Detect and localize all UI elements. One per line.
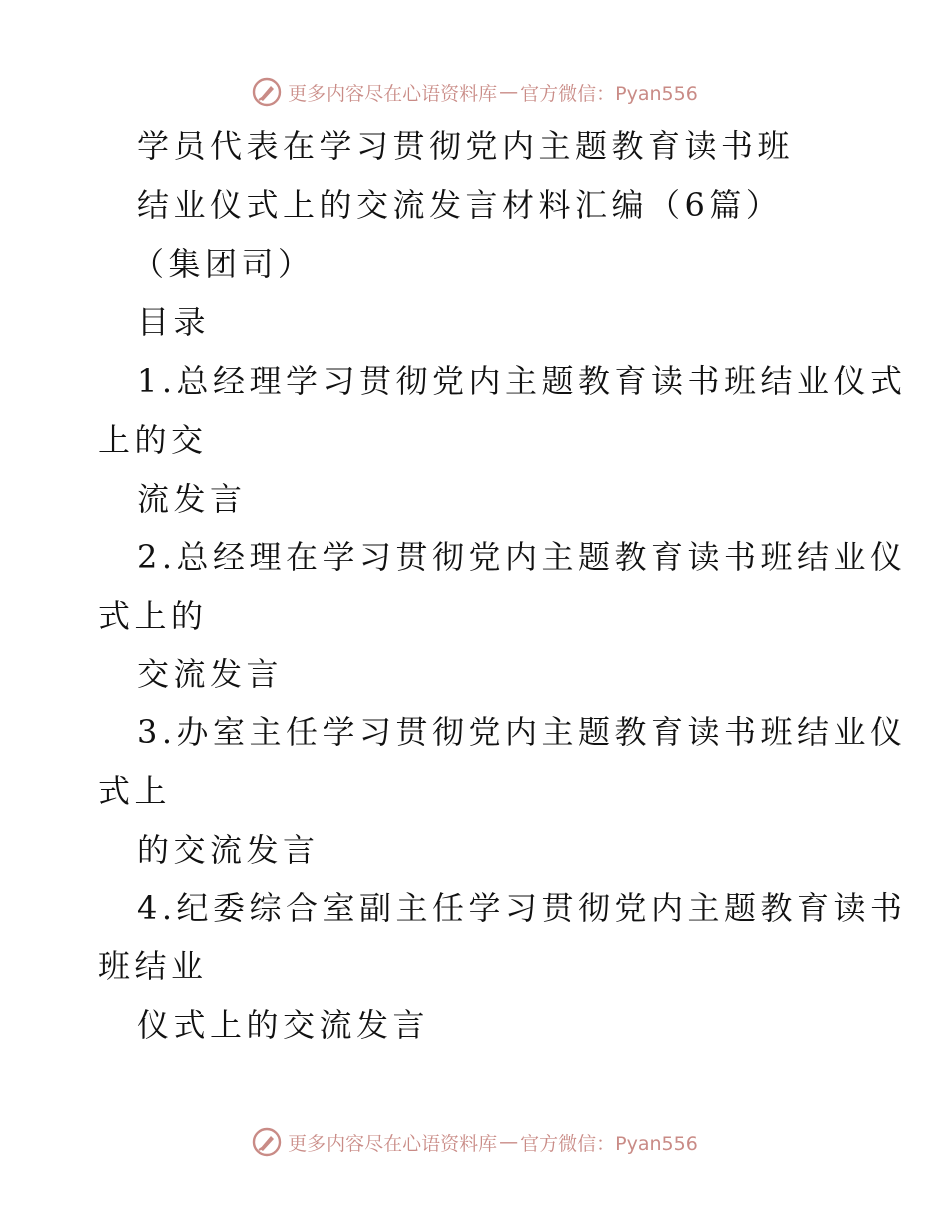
toc-heading: 目录 [137,303,211,341]
title-line-1: 学员代表在学习贯彻党内主题教育读书班 [137,127,795,165]
toc-item-2-line-3: 交流发言 [137,655,284,693]
watermark-footer [0,1122,950,1162]
watermark-official: 官方微信：Pyan556 [520,1132,698,1155]
toc-item-2-line-2: 式上的 [98,597,208,635]
toc-item-4-line-2: 班结业 [98,947,208,985]
toc-item-1-line-3: 流发言 [137,480,247,518]
toc-item-2-line-1: 2.总经理在学习贯彻党内主题教育读书班结业仪 [137,538,907,576]
watermark-dash: — [499,81,519,103]
toc-item-1-line-2: 上的交 [98,421,208,459]
watermark-text: 更多内容尽在心语资料库 [288,1132,498,1155]
watermark-official: 官方微信：Pyan556 [520,82,698,105]
toc-item-4-line-1: 4.纪委综合室副主任学习贯彻党内主题教育读书 [137,889,907,927]
toc-item-4-line-3: 仪式上的交流发言 [137,1006,430,1044]
title-line-2: 结业仪式上的交流发言材料汇编（6篇） [137,186,783,224]
quill-logo-icon [252,1127,282,1157]
subtitle: （集团司） [132,245,315,283]
toc-item-3-line-1: 3.办室主任学习贯彻党内主题教育读书班结业仪 [137,713,907,751]
watermark-header [0,72,950,112]
toc-item-3-line-3: 的交流发言 [137,831,320,869]
toc-item-1-line-1: 1.总经理学习贯彻党内主题教育读书班结业仪式 [137,362,907,400]
toc-item-3-line-2: 式上 [98,772,172,810]
watermark-text: 更多内容尽在心语资料库 [288,82,498,105]
quill-logo-icon [252,77,282,107]
watermark-dash: — [499,1131,519,1153]
